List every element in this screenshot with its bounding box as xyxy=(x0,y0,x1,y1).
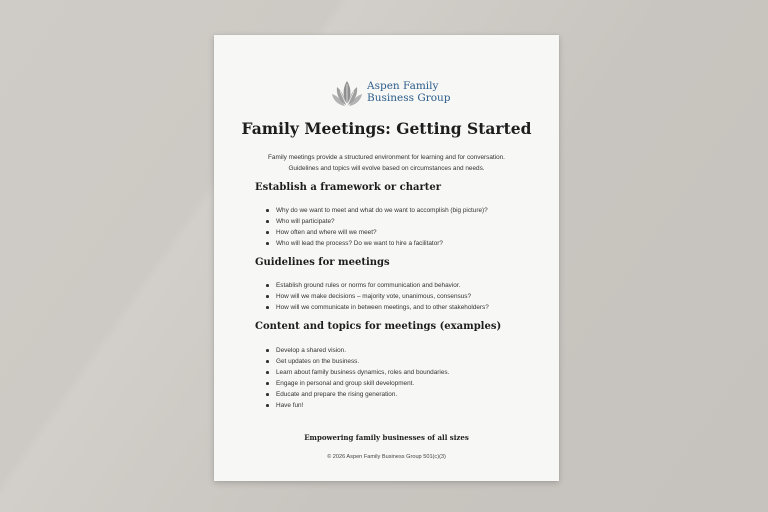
list-item: Why do we want to meet and what do we want to accomplish (big picture)? xyxy=(266,205,488,216)
brand-name-line1: Aspen Family xyxy=(367,80,439,92)
list-item: Learn about family business dynamics, roles and boundaries. xyxy=(266,367,449,378)
section-heading-framework: Establish a framework or charter xyxy=(255,182,442,193)
brand-logo xyxy=(332,78,451,108)
list-item: Engage in personal and group skill development. xyxy=(266,378,449,389)
list-item: Who will lead the process? Do we want to hire a facilitator? xyxy=(266,238,488,249)
intro-line: Guidelines and topics will evolve based on circumstances and needs. xyxy=(288,165,485,172)
aspen-leaf-logo-icon xyxy=(332,78,362,108)
document-title: Family Meetings: Getting Started xyxy=(241,119,532,138)
section-heading-guidelines: Guidelines for meetings xyxy=(255,257,390,268)
bullet-list-guidelines xyxy=(266,280,489,313)
list-item: How often and where will we meet? xyxy=(266,227,488,238)
brand-name-line2: Business Group xyxy=(367,92,451,104)
tagline: Empowering family businesses of all sizes xyxy=(304,433,469,442)
list-item: How will we make decisions – majority vote, unanimous, consensus? xyxy=(266,291,489,302)
intro-line: Family meetings provide a structured environment for learning and for conversation. xyxy=(268,154,505,161)
intro-paragraph xyxy=(234,152,539,174)
list-item: How will we communicate in between meetings, and to other stakeholders? xyxy=(266,302,489,313)
list-item: Develop a shared vision. xyxy=(266,345,449,356)
list-item: Have fun! xyxy=(266,400,449,411)
bullet-list-content xyxy=(266,345,449,411)
brand-name xyxy=(367,80,451,104)
document-page xyxy=(214,35,559,481)
bullet-list-framework xyxy=(266,205,488,249)
list-item: Educate and prepare the rising generation. xyxy=(266,389,449,400)
list-item: Get updates on the business. xyxy=(266,356,449,367)
list-item: Who will participate? xyxy=(266,216,488,227)
list-item: Establish ground rules or norms for communication and behavior. xyxy=(266,280,489,291)
copyright-notice: © 2026 Aspen Family Business Group 501(c)(3) xyxy=(327,454,446,460)
section-heading-content: Content and topics for meetings (examples) xyxy=(255,321,502,332)
